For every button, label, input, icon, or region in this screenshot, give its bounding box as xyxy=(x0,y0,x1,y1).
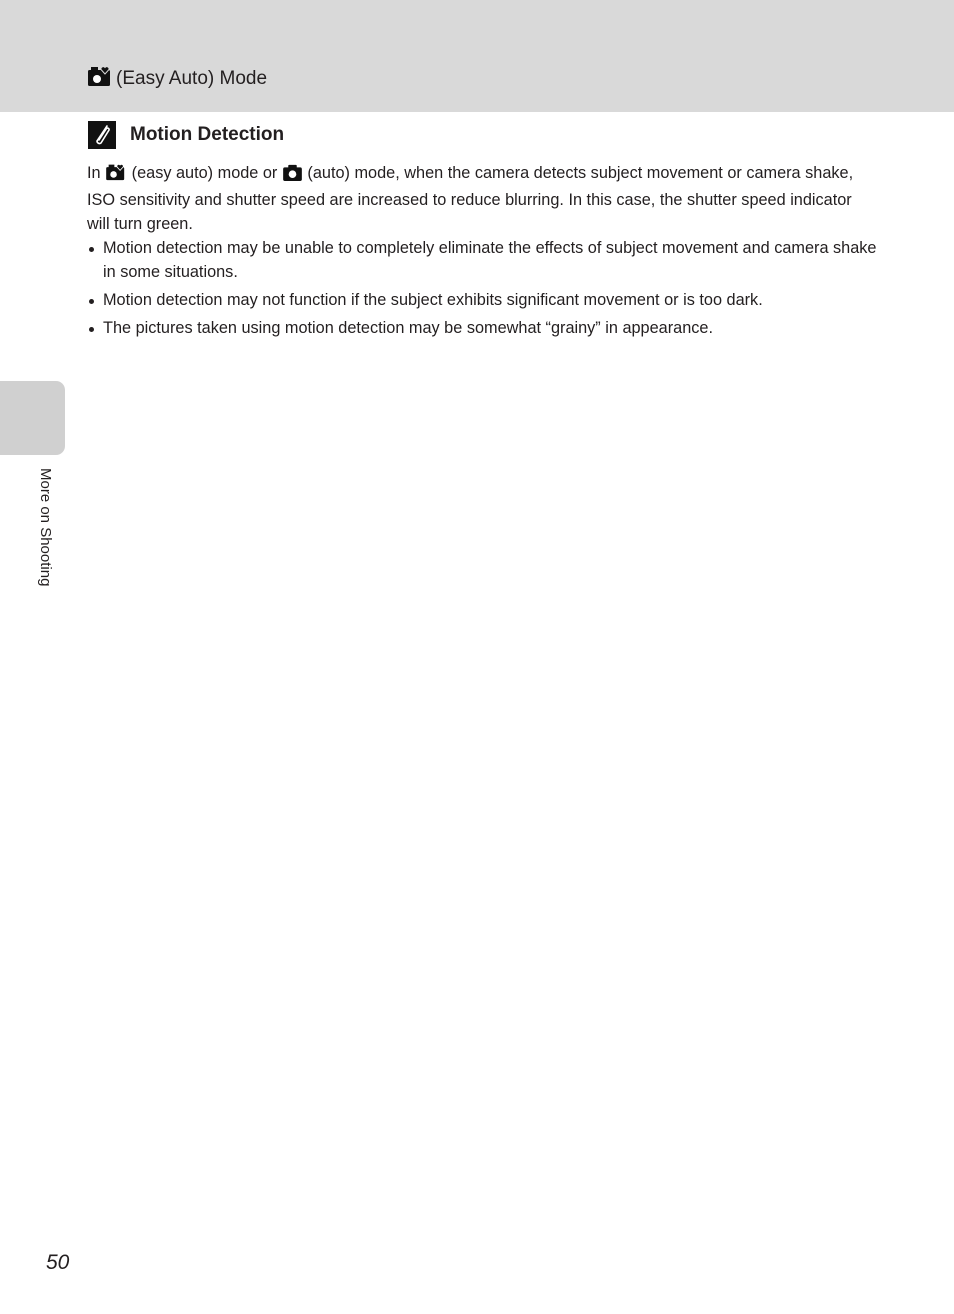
body-text: In xyxy=(87,164,101,182)
section-heading xyxy=(88,121,284,149)
body-text: (easy auto) mode or xyxy=(131,164,278,182)
list-item: Motion detection may not function if the subject exhibits significant movement or is too dark. xyxy=(87,288,877,312)
list-item: The pictures taken using motion detection may be somewhat “grainy” in appearance. xyxy=(87,316,877,340)
body-paragraph xyxy=(87,161,877,236)
auto-mode-camera-icon xyxy=(283,164,302,188)
chapter-header-band xyxy=(0,0,954,112)
bullet-list xyxy=(87,236,877,344)
easy-auto-mode-icon xyxy=(106,163,126,188)
note-pencil-icon xyxy=(88,121,116,149)
list-item: Motion detection may be unable to completely eliminate the effects of subject movement and camera shake in some situations. xyxy=(87,236,877,284)
chapter-side-label: More on Shooting xyxy=(37,468,54,587)
page-number: 50 xyxy=(46,1251,70,1274)
chapter-side-tab xyxy=(0,381,65,455)
chapter-header xyxy=(88,66,267,92)
section-title: Motion Detection xyxy=(130,124,285,145)
easy-auto-mode-icon xyxy=(88,65,112,93)
chapter-title: (Easy Auto) Mode xyxy=(116,68,268,89)
body-text: (auto) mode, when the camera detects subject movement or camera shake, ISO sensitivity and shutter speed are increased to reduce blurring. In this case, the shutter speed indicator will turn green. xyxy=(87,164,854,233)
